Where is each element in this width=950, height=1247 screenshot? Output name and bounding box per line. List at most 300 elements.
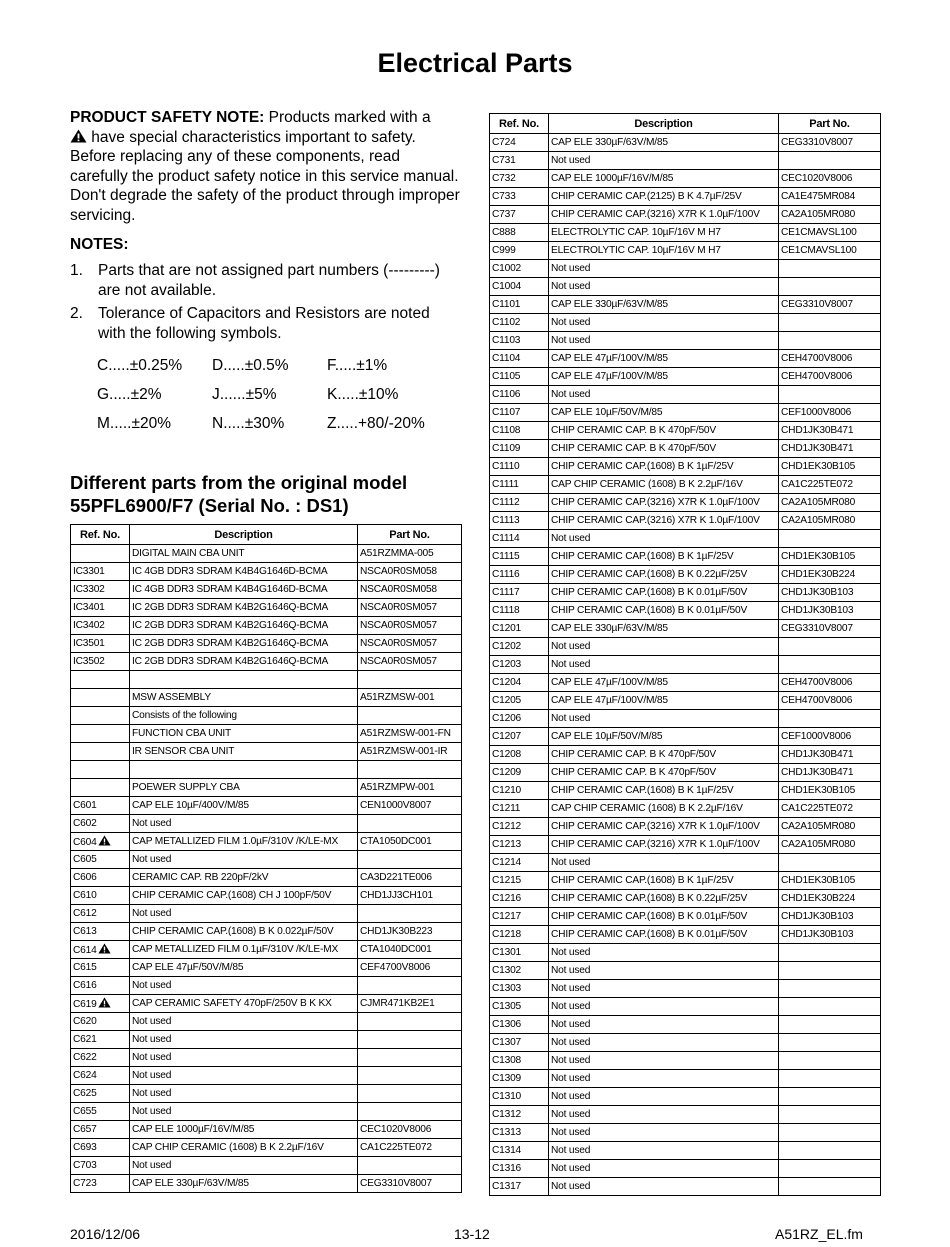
- description-cell: [549, 638, 779, 656]
- part-number-cell-text: CA3D221TE006: [360, 872, 432, 883]
- part-number-cell: [358, 725, 462, 743]
- part-number-cell-text: CEN1000V8007: [360, 800, 432, 811]
- part-number-cell: [779, 278, 881, 296]
- description-cell: [549, 476, 779, 494]
- ref-cell: [71, 1139, 130, 1157]
- description-cell: [130, 815, 358, 833]
- footer-file-name: A51RZ_EL.fm: [775, 1226, 863, 1242]
- tolerance-symbol: C.....±0.25%: [97, 357, 183, 374]
- ref-cell: [490, 170, 549, 188]
- ref-cell-text: C888: [492, 227, 516, 238]
- part-number-cell: [779, 422, 881, 440]
- ref-cell: [490, 1052, 549, 1070]
- ref-cell: [490, 404, 549, 422]
- ref-cell-text: C1317: [492, 1181, 522, 1192]
- table-row: [490, 710, 881, 728]
- footer-page-number: 13-12: [454, 1226, 490, 1242]
- part-number-cell-text: NSCA0R0SM058: [360, 584, 437, 595]
- description-cell: [549, 440, 779, 458]
- table-row: [71, 977, 462, 995]
- ref-cell: [490, 548, 549, 566]
- ref-cell-text: C1204: [492, 677, 522, 688]
- description-cell-text: Not used: [132, 1034, 172, 1045]
- ref-cell: [490, 782, 549, 800]
- ref-cell: [490, 188, 549, 206]
- table-row: [490, 692, 881, 710]
- table-row: [71, 1103, 462, 1121]
- table-row: [71, 545, 462, 563]
- ref-cell: [490, 926, 549, 944]
- table-row: [71, 1085, 462, 1103]
- part-number-cell: [358, 635, 462, 653]
- ref-cell: [71, 1049, 130, 1067]
- description-cell-text: CAP CERAMIC SAFETY 470pF/250V B K KX: [132, 998, 332, 1009]
- ref-cell-text: C619: [73, 999, 97, 1010]
- description-cell-text: Not used: [551, 1001, 591, 1012]
- table-row: [490, 242, 881, 260]
- ref-cell: [490, 278, 549, 296]
- part-number-cell: [358, 1103, 462, 1121]
- description-cell-text: IC 4GB DDR3 SDRAM K4B4G1646D-BCMA: [132, 566, 328, 577]
- ref-cell-text: C605: [73, 854, 97, 865]
- ref-cell-text: C1216: [492, 893, 522, 904]
- table-row: [71, 1067, 462, 1085]
- table-row: [490, 224, 881, 242]
- part-number-cell-text: A51RZMSW-001-IR: [360, 746, 448, 757]
- safety-note-text-b: have special characteristics important to safety. Before replacing any of these components, read carefully the product safety notice in this service manual. Don't degrade the safety of the product through improper servicing.: [70, 128, 460, 224]
- description-cell: [549, 584, 779, 602]
- part-number-cell: [358, 707, 462, 725]
- description-cell: [549, 890, 779, 908]
- ref-cell-text: C622: [73, 1052, 97, 1063]
- ref-cell-text: C1115: [492, 551, 520, 562]
- ref-cell: [490, 1142, 549, 1160]
- part-number-cell: [358, 833, 462, 851]
- description-cell: [549, 170, 779, 188]
- ref-cell: [490, 620, 549, 638]
- part-number-cell-text: NSCA0R0SM057: [360, 620, 437, 631]
- note-item: [70, 261, 460, 300]
- description-cell-text: Not used: [551, 281, 591, 292]
- description-cell-text: CAP ELE 47µF/100V/M/85: [551, 695, 668, 706]
- table-row: [490, 548, 881, 566]
- ref-cell: [490, 530, 549, 548]
- table-row: [71, 563, 462, 581]
- ref-cell-text: C1106: [492, 389, 521, 400]
- description-cell: [130, 779, 358, 797]
- table-row: [490, 728, 881, 746]
- ref-cell-text: C1211: [492, 803, 521, 814]
- table-row: [71, 923, 462, 941]
- ref-cell: [71, 1085, 130, 1103]
- part-number-cell: [358, 1175, 462, 1193]
- ref-cell-text: C1308: [492, 1055, 522, 1066]
- description-cell-text: CHIP CERAMIC CAP.(1608) B K 0.22µF/25V: [551, 569, 748, 580]
- description-cell-text: CHIP CERAMIC CAP. B K 470pF/50V: [551, 767, 716, 778]
- description-cell-text: CHIP CERAMIC CAP.(1608) B K 0.01µF/50V: [551, 929, 748, 940]
- part-number-cell: [358, 1157, 462, 1175]
- ref-cell-text: C1113: [492, 515, 520, 526]
- description-cell-text: Not used: [551, 1145, 591, 1156]
- description-cell-text: CAP CHIP CERAMIC (1608) B K 2.2µF/16V: [551, 479, 743, 490]
- description-cell: [549, 152, 779, 170]
- part-number-cell: [358, 869, 462, 887]
- part-number-cell-text: CEF1000V8006: [781, 731, 852, 742]
- ref-cell: [71, 545, 130, 563]
- ref-cell-text: IC3402: [73, 620, 105, 631]
- ref-cell-text: C1306: [492, 1019, 522, 1030]
- table-row: [490, 656, 881, 674]
- table-row: [71, 1031, 462, 1049]
- ref-cell-text: C1305: [492, 1001, 522, 1012]
- table-row: [490, 1160, 881, 1178]
- description-cell-text: Not used: [551, 1037, 591, 1048]
- ref-cell-text: IC3302: [73, 584, 105, 595]
- ref-cell: [71, 941, 130, 959]
- ref-cell: [71, 959, 130, 977]
- description-cell-text: CHIP CERAMIC CAP. B K 470pF/50V: [551, 749, 716, 760]
- tolerance-symbol: N.....±30%: [212, 415, 285, 432]
- part-number-cell: [779, 746, 881, 764]
- description-cell-text: Not used: [551, 659, 591, 670]
- part-number-cell-text: CHD1EK30B105: [781, 551, 856, 562]
- part-number-cell: [779, 1070, 881, 1088]
- table-row: [490, 584, 881, 602]
- ref-cell-text: C1202: [492, 641, 522, 652]
- ref-cell: [71, 1031, 130, 1049]
- description-cell-text: CAP ELE 330µF/63V/M/85: [132, 1178, 249, 1189]
- table-row: [71, 671, 462, 689]
- table-row: [71, 851, 462, 869]
- description-cell: [549, 1124, 779, 1142]
- ref-cell: [490, 800, 549, 818]
- description-cell-text: Not used: [132, 1160, 172, 1171]
- ref-cell: [71, 671, 130, 689]
- part-number-cell-text: CTA1040DC001: [360, 944, 432, 955]
- warning-triangle-icon: [98, 943, 111, 954]
- ref-cell: [71, 689, 130, 707]
- description-cell-text: CAP ELE 47µF/100V/M/85: [551, 371, 668, 382]
- description-cell: [130, 851, 358, 869]
- part-number-cell-text: CE1CMAVSL100: [781, 245, 857, 256]
- table-row: [490, 152, 881, 170]
- description-cell-text: Not used: [551, 335, 591, 346]
- description-cell: [130, 635, 358, 653]
- ref-cell: [490, 890, 549, 908]
- table-row: [71, 797, 462, 815]
- ref-cell-text: C724: [492, 137, 516, 148]
- ref-cell: [71, 635, 130, 653]
- table-row: [71, 887, 462, 905]
- parts-table-left: [70, 524, 462, 1193]
- part-number-cell-text: CHD1EK30B105: [781, 461, 856, 472]
- part-number-cell-text: NSCA0R0SM057: [360, 602, 437, 613]
- part-number-cell: [779, 1178, 881, 1196]
- note-item: [70, 304, 460, 343]
- ref-cell-text: C1107: [492, 407, 521, 418]
- part-number-cell-text: CHD1JK30B471: [781, 767, 854, 778]
- ref-cell: [490, 476, 549, 494]
- table-row: [490, 980, 881, 998]
- table-row: [490, 314, 881, 332]
- table-row: [490, 818, 881, 836]
- description-cell: [130, 1103, 358, 1121]
- part-number-cell-text: A51RZMSW-001: [360, 692, 435, 703]
- part-number-cell: [779, 188, 881, 206]
- table-row: [490, 170, 881, 188]
- description-cell: [549, 548, 779, 566]
- description-cell-text: CHIP CERAMIC CAP.(1608) B K 1µF/25V: [551, 461, 734, 472]
- ref-cell: [71, 1121, 130, 1139]
- description-cell: [130, 671, 358, 689]
- description-cell-text: Not used: [551, 1091, 591, 1102]
- description-cell-text: CHIP CERAMIC CAP.(1608) B K 0.22µF/25V: [551, 893, 748, 904]
- table-header-row: [490, 114, 881, 134]
- part-number-cell: [358, 599, 462, 617]
- ref-cell: [71, 833, 130, 851]
- description-cell-text: CHIP CERAMIC CAP.(2125) B K 4.7µF/25V: [551, 191, 742, 202]
- ref-cell-text: C1205: [492, 695, 522, 706]
- description-cell: [130, 869, 358, 887]
- description-cell-text: CAP ELE 330µF/63V/M/85: [551, 137, 668, 148]
- part-number-cell: [358, 545, 462, 563]
- warning-triangle-icon: [98, 835, 111, 846]
- description-cell-text: POEWER SUPPLY CBA: [132, 782, 240, 793]
- ref-cell: [71, 725, 130, 743]
- description-cell: [130, 725, 358, 743]
- description-cell: [549, 458, 779, 476]
- part-number-cell: [779, 134, 881, 152]
- table-row: [490, 638, 881, 656]
- table-row: [490, 332, 881, 350]
- description-cell-text: Not used: [132, 908, 172, 919]
- ref-cell: [490, 818, 549, 836]
- part-number-cell: [779, 152, 881, 170]
- table-row: [490, 620, 881, 638]
- table-row: [490, 368, 881, 386]
- parts-table-right: [489, 113, 881, 1196]
- ref-cell-text: C1117: [492, 587, 520, 598]
- table-row: [490, 800, 881, 818]
- table-row: [490, 944, 881, 962]
- note-text: Tolerance of Capacitors and Resistors are noted with the following symbols.: [98, 305, 430, 342]
- ref-cell-text: C655: [73, 1106, 97, 1117]
- part-number-cell: [779, 944, 881, 962]
- part-number-cell: [358, 977, 462, 995]
- table-row: [490, 296, 881, 314]
- part-number-cell: [358, 1121, 462, 1139]
- part-number-cell: [779, 872, 881, 890]
- ref-cell: [490, 674, 549, 692]
- ref-cell: [71, 581, 130, 599]
- description-cell: [549, 782, 779, 800]
- ref-cell-text: C1109: [492, 443, 521, 454]
- table-row: [71, 725, 462, 743]
- ref-cell: [71, 599, 130, 617]
- ref-cell: [71, 905, 130, 923]
- part-number-cell: [779, 368, 881, 386]
- part-number-cell: [358, 653, 462, 671]
- ref-cell: [490, 206, 549, 224]
- description-cell: [130, 977, 358, 995]
- ref-cell: [71, 653, 130, 671]
- description-cell-text: CAP ELE 47µF/100V/M/85: [551, 353, 668, 364]
- part-number-cell-text: CEC1020V8006: [360, 1124, 432, 1135]
- description-cell-text: CAP ELE 10µF/50V/M/85: [551, 407, 663, 418]
- ref-cell-text: C1201: [492, 623, 522, 634]
- ref-cell: [490, 134, 549, 152]
- ref-cell: [490, 1070, 549, 1088]
- ref-cell-text: C1105: [492, 371, 521, 382]
- ref-cell-text: C1302: [492, 965, 522, 976]
- part-number-cell: [779, 908, 881, 926]
- part-number-cell: [779, 890, 881, 908]
- table-row: [71, 707, 462, 725]
- description-cell-text: CHIP CERAMIC CAP.(1608) CH J 100pF/50V: [132, 890, 332, 901]
- table-row: [490, 422, 881, 440]
- column-header-ref: Ref. No.: [490, 114, 549, 134]
- part-number-cell: [779, 602, 881, 620]
- page-title: Electrical Parts: [377, 48, 573, 78]
- description-cell: [549, 1178, 779, 1196]
- ref-cell: [490, 746, 549, 764]
- column-header-description: Description: [549, 114, 779, 134]
- part-number-cell-text: CHD1JK30B103: [781, 911, 854, 922]
- description-cell-text: ELECTROLYTIC CAP. 10µF/16V M H7: [551, 227, 721, 238]
- part-number-cell: [779, 332, 881, 350]
- part-number-cell: [358, 815, 462, 833]
- ref-cell: [490, 638, 549, 656]
- ref-cell-text: IC3401: [73, 602, 105, 613]
- table-row: [490, 746, 881, 764]
- description-cell: [549, 1070, 779, 1088]
- description-cell: [130, 707, 358, 725]
- description-cell-text: CAP ELE 330µF/63V/M/85: [551, 299, 668, 310]
- warning-triangle-icon: [70, 129, 87, 143]
- description-cell: [549, 854, 779, 872]
- description-cell: [549, 188, 779, 206]
- description-cell: [130, 1121, 358, 1139]
- description-cell: [549, 368, 779, 386]
- description-cell-text: Not used: [551, 965, 591, 976]
- ref-cell-text: C613: [73, 926, 97, 937]
- part-number-cell-text: CA2A105MR080: [781, 515, 856, 526]
- part-number-cell: [779, 782, 881, 800]
- ref-cell-text: C999: [492, 245, 516, 256]
- ref-cell: [71, 1103, 130, 1121]
- ref-cell: [490, 656, 549, 674]
- notes-heading: NOTES:: [70, 236, 129, 253]
- part-number-cell-text: CHD1JJ3CH101: [360, 890, 433, 901]
- table-row: [490, 206, 881, 224]
- description-cell: [549, 800, 779, 818]
- part-number-cell: [358, 995, 462, 1013]
- table-row: [490, 134, 881, 152]
- column-header-part-no: Part No.: [779, 114, 881, 134]
- table-row: [490, 386, 881, 404]
- ref-cell: [71, 923, 130, 941]
- description-cell-text: Not used: [551, 155, 591, 166]
- table-row: [490, 674, 881, 692]
- part-number-cell-text: CHD1JK30B103: [781, 929, 854, 940]
- ref-cell: [490, 314, 549, 332]
- ref-cell: [490, 728, 549, 746]
- description-cell-text: CAP METALLIZED FILM 1.0µF/310V /K/LE-MX: [132, 836, 339, 847]
- ref-cell: [490, 1088, 549, 1106]
- part-number-cell: [779, 656, 881, 674]
- ref-cell: [490, 584, 549, 602]
- part-number-cell: [779, 242, 881, 260]
- description-cell-text: CHIP CERAMIC CAP.(1608) B K 0.01µF/50V: [551, 911, 748, 922]
- description-cell-text: IC 2GB DDR3 SDRAM K4B2G1646Q-BCMA: [132, 656, 329, 667]
- part-number-cell: [779, 710, 881, 728]
- description-cell-text: FUNCTION CBA UNIT: [132, 728, 232, 739]
- part-number-cell-text: CHD1EK30B224: [781, 893, 856, 904]
- note-text: Parts that are not assigned part numbers (---------) are not available.: [98, 262, 440, 299]
- ref-cell-text: C1309: [492, 1073, 522, 1084]
- column-header-ref: Ref. No.: [71, 525, 130, 545]
- description-cell-text: Not used: [132, 1052, 172, 1063]
- table-row: [490, 1052, 881, 1070]
- ref-cell-text: C1314: [492, 1145, 522, 1156]
- table-row: [71, 743, 462, 761]
- description-cell: [130, 563, 358, 581]
- part-number-cell-text: CHD1JK30B223: [360, 926, 433, 937]
- ref-cell: [490, 836, 549, 854]
- table-row: [71, 653, 462, 671]
- ref-cell-text: C1110: [492, 461, 520, 472]
- description-cell-text: Not used: [551, 1163, 591, 1174]
- description-cell: [549, 296, 779, 314]
- part-number-cell: [358, 1067, 462, 1085]
- part-number-cell-text: CA1C225TE072: [781, 803, 853, 814]
- table-row: [490, 188, 881, 206]
- part-number-cell: [358, 923, 462, 941]
- table-row: [490, 764, 881, 782]
- table-row: [71, 869, 462, 887]
- description-cell: [549, 908, 779, 926]
- part-number-cell: [358, 887, 462, 905]
- ref-cell-text: C1203: [492, 659, 522, 670]
- description-cell-text: Not used: [551, 1181, 591, 1192]
- table-row: [490, 908, 881, 926]
- ref-cell: [71, 797, 130, 815]
- part-number-cell-text: CEG3310V8007: [781, 623, 853, 634]
- description-cell-text: Not used: [551, 1109, 591, 1120]
- description-cell: [549, 1052, 779, 1070]
- table-row: [71, 1049, 462, 1067]
- description-cell: [549, 386, 779, 404]
- part-number-cell-text: CEH4700V8006: [781, 353, 853, 364]
- ref-cell-text: C1210: [492, 785, 522, 796]
- description-cell-text: Not used: [551, 641, 591, 652]
- table-row: [490, 872, 881, 890]
- description-cell-text: IC 2GB DDR3 SDRAM K4B2G1646Q-BCMA: [132, 602, 329, 613]
- description-cell: [549, 746, 779, 764]
- ref-cell-text: C1114: [492, 533, 520, 544]
- table-row: [71, 1121, 462, 1139]
- ref-cell-text: C1112: [492, 497, 520, 508]
- table-row: [490, 998, 881, 1016]
- note-number: 1.: [70, 262, 83, 279]
- description-cell-text: CERAMIC CAP. RB 220pF/2kV: [132, 872, 269, 883]
- ref-cell: [71, 1013, 130, 1031]
- part-number-cell: [779, 1160, 881, 1178]
- description-cell: [549, 656, 779, 674]
- table-row: [490, 404, 881, 422]
- column-header-description: Description: [130, 525, 358, 545]
- description-cell: [549, 1016, 779, 1034]
